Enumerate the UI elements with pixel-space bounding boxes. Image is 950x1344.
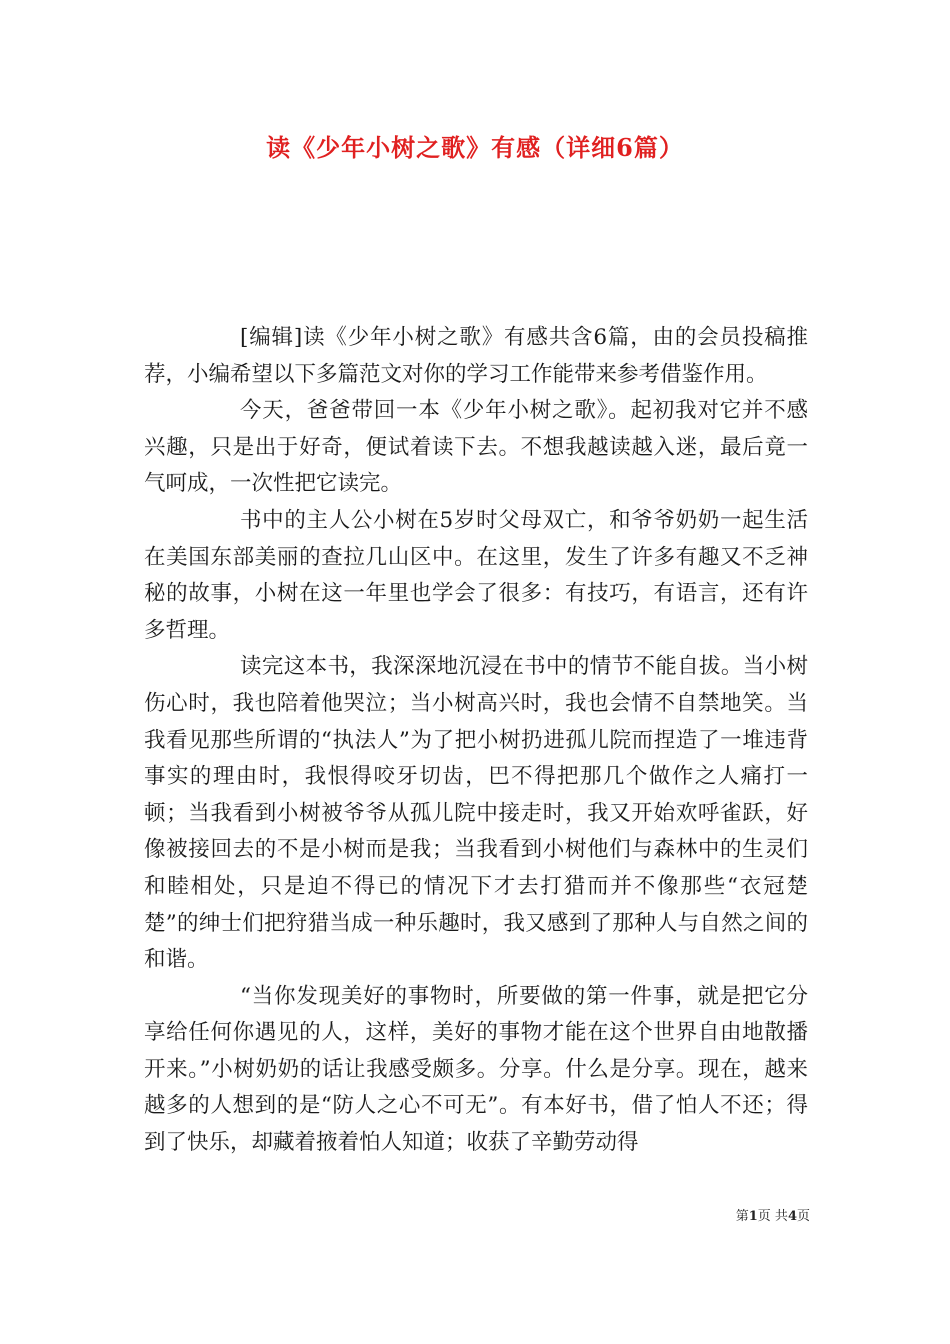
- page-number-footer: [600, 1208, 810, 1226]
- page-mid: 页 共: [757, 1209, 788, 1224]
- paragraph: 今天，爸爸带回一本《少年小树之歌》。起初我对它并不感兴趣，只是出于好奇，便试着读下去。不想我越读越入迷，最后竟一气呵成，一次性把它读完。: [144, 398, 808, 497]
- page-prefix: 第: [735, 1209, 749, 1224]
- page-total: 4: [787, 1209, 797, 1224]
- page-suffix: 页: [796, 1209, 810, 1224]
- page-current: 1: [748, 1209, 758, 1224]
- paragraph: 书中的主人公小树在5岁时父母双亡，和爷爷奶奶一起生活在美国东部美丽的查拉几山区中。在这里，发生了许多有趣又不乏神秘的故事，小树在这一年里也学会了很多：有技巧，有语言，还有许多哲理。: [144, 507, 808, 643]
- document-title: 读《少年小树之歌》有感（详细6篇）: [266, 133, 684, 162]
- paragraph-intro: [编辑]读《少年小树之歌》有感共含6篇，由的会员投稿推荐，小编希望以下多篇范文对你的学习工作能带来参考借鉴作用。: [144, 325, 808, 387]
- paragraph: 读完这本书，我深深地沉浸在书中的情节不能自拔。当小树伤心时，我也陪着他哭泣；当小树高兴时，我也会情不自禁地笑。当我看见那些所谓的“执法人”为了把小树扔进孤儿院而捏造了一堆违背事实的理由时，我恨得咬牙切齿，巴不得把那几个做作之人痛打一顿；当我看到小树被爷爷从孤儿院中接走时，我又开始欢呼雀跃，好像被接回去的不是小树而是我；当我看到小树他们与森林中的生灵们和睦相处，只是迫不得已的情况下才去打猎而并不像那些“衣冠楚楚”的绅士们把狩猎当成一种乐趣时，我又感到了那种人与自然之间的和谐。: [144, 654, 808, 973]
- paragraph: “当你发现美好的事物时，所要做的第一件事，就是把它分享给任何你遇见的人，这样，美好的事物才能在这个世界自由地散播开来。”小树奶奶的话让我感受颇多。分享。什么是分享。现在，越来越多的人想到的是“防人之心不可无”。有本好书，借了怕人不还；得到了快乐，却藏着掖着怕人知道；收获了辛勤劳动得: [144, 983, 808, 1156]
- document-body: [144, 320, 808, 1162]
